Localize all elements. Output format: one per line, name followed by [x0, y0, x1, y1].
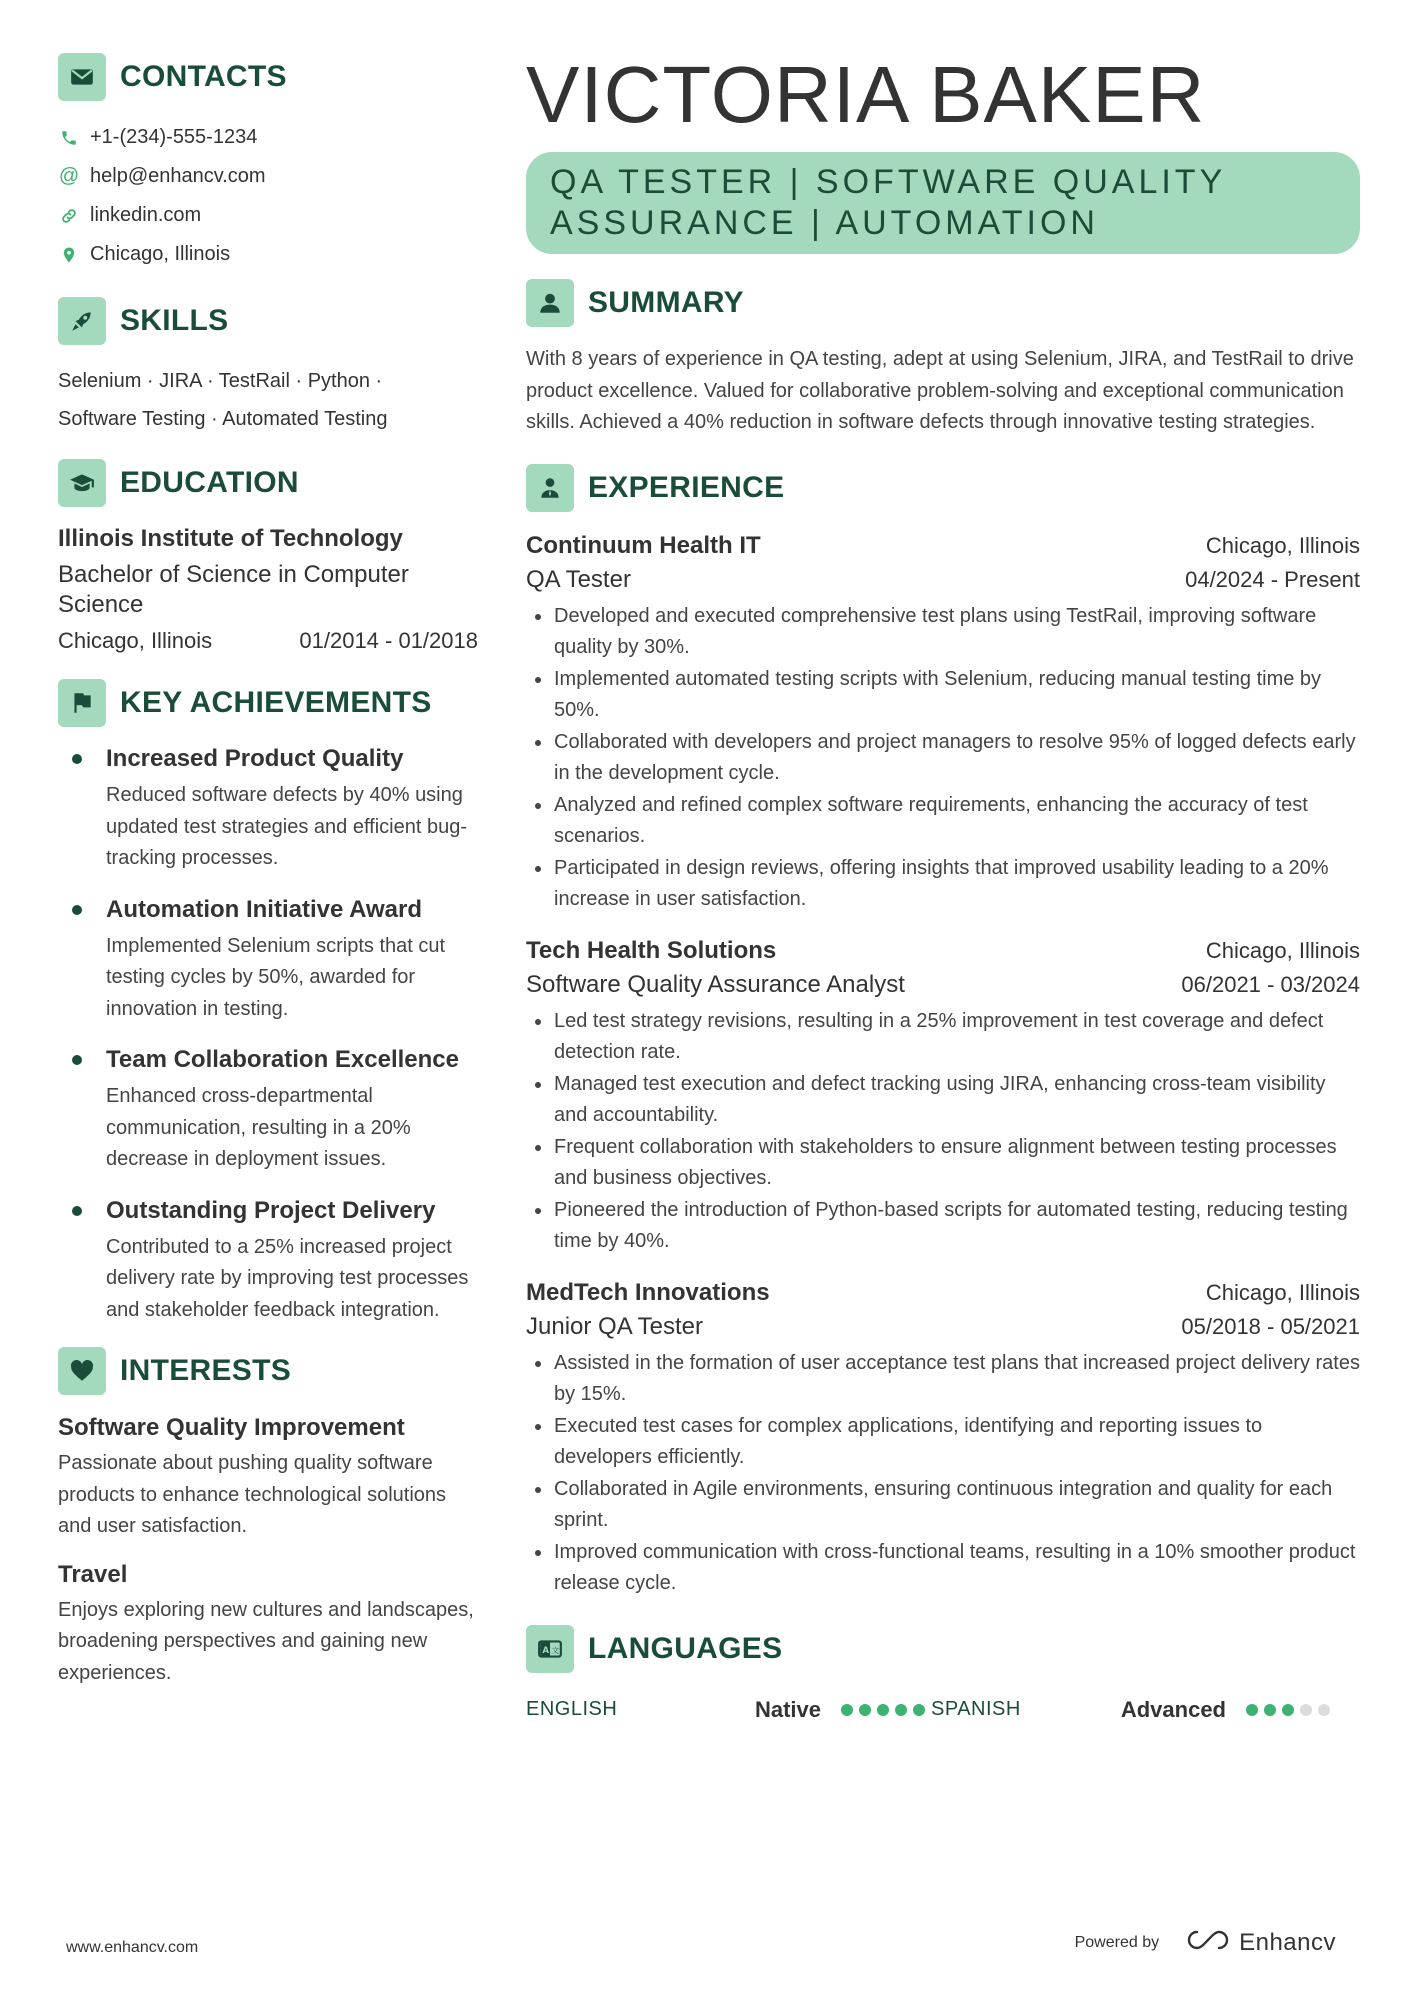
language-name: SPANISH: [931, 1698, 1021, 1720]
job-bullet: Assisted in the formation of user acceptance test plans that increased project delivery rates by 15%.: [526, 1348, 1360, 1411]
education-location: Chicago, Illinois: [58, 628, 213, 653]
languages-title: LANGUAGES: [588, 1631, 783, 1665]
achievement-title: Team Collaboration Excellence: [106, 1046, 460, 1073]
job-location: Chicago, Illinois: [1205, 937, 1360, 963]
job-bullet: Frequent collaboration with stakeholders to ensure alignment between testing processes and business objectives.: [526, 1132, 1360, 1195]
achievement-desc: Reduced software defects by 40% using updated test strategies and efficient bug-tracking processes.: [106, 784, 467, 869]
rating-dot-filled: [1246, 1704, 1258, 1716]
job-bullets: [526, 1348, 1360, 1600]
language-item: [526, 1697, 931, 1723]
candidate-name: VICTORIA BAKER: [526, 50, 1206, 139]
education-degree: Bachelor of Science in Computer Science: [58, 561, 409, 618]
contact-phone: [58, 118, 478, 157]
achievement-item: [58, 744, 478, 875]
heart-icon: [58, 1347, 106, 1395]
job-dates: 04/2024 - Present: [1185, 566, 1360, 592]
title-banner: [526, 152, 1360, 254]
job-bullet: Collaborated in Agile environments, ensuring continuous integration and quality for each sprint.: [526, 1474, 1360, 1537]
job-location: Chicago, Illinois: [1205, 532, 1360, 558]
summary-heading-row: [526, 278, 1360, 328]
education-school: Illinois Institute of Technology: [58, 525, 403, 552]
location-text: Chicago, Illinois: [90, 243, 231, 265]
job-bullet: Analyzed and refined complex software requirements, enhancing the accuracy of test scenarios.: [526, 790, 1360, 853]
summary-title: SUMMARY: [588, 286, 744, 319]
achievement-title: Automation Initiative Award: [106, 895, 423, 923]
achievement-title: Increased Product Quality: [106, 745, 404, 772]
language-item: [931, 1697, 1336, 1723]
link-icon: [58, 207, 80, 225]
experience-heading-row: [526, 463, 1360, 513]
job-role: QA Tester: [526, 565, 631, 593]
job-company: MedTech Innovations: [526, 1278, 770, 1306]
user-icon: [526, 279, 574, 327]
achievements-list: [58, 744, 478, 1326]
job-header: [526, 934, 1360, 968]
job-header: [526, 1276, 1360, 1310]
skills-list: [58, 362, 478, 438]
at-sign-icon: @: [58, 165, 80, 187]
job-header: [526, 529, 1360, 563]
interests-heading-row: [58, 1346, 478, 1396]
job-company: Continuum Health IT: [526, 531, 761, 559]
rating-dot-filled: [877, 1704, 889, 1716]
contacts-heading-row: [58, 52, 478, 102]
achievement-desc: Contributed to a 25% increased project delivery rate by improving test processes and stakeholder feedback integration.: [106, 1235, 469, 1321]
map-pin-icon: [58, 246, 80, 264]
job-entry: [526, 529, 1360, 916]
job-bullet: Led test strategy revisions, resulting in a 25% improvement in test coverage and defect detection rate.: [526, 1006, 1360, 1069]
interest-desc: Passionate about pushing quality software products to enhance technological solutions and user satisfaction.: [58, 1452, 447, 1537]
language-level: Native: [754, 1696, 821, 1722]
job-subheader: [526, 1310, 1360, 1344]
rocket-icon: [58, 297, 106, 345]
job-bullet: Pioneered the introduction of Python-based scripts for automated testing, reducing testing time by 40%.: [526, 1195, 1360, 1258]
phone-icon: [58, 129, 80, 147]
contact-location: [58, 235, 478, 274]
job-dates: 05/2018 - 05/2021: [1181, 1313, 1360, 1339]
rating-dot-empty: [1300, 1704, 1312, 1716]
flag-icon: [58, 679, 106, 727]
rating-dot-filled: [859, 1704, 871, 1716]
language-level: Advanced: [1120, 1696, 1226, 1722]
email-link[interactable]: help@enhancv.com: [90, 165, 266, 187]
bullet-dot: [72, 754, 82, 764]
language-rating: [1246, 1704, 1336, 1716]
job-entry: [526, 934, 1360, 1258]
interest-title: Travel: [58, 1560, 128, 1588]
experience-title: EXPERIENCE: [588, 470, 785, 504]
linkedin-link[interactable]: linkedin.com: [90, 204, 202, 226]
skills-title: SKILLS: [120, 304, 229, 337]
footer-website[interactable]: www.enhancv.com: [66, 1939, 199, 1956]
contact-linkedin: [58, 196, 478, 235]
title-line-1: QA TESTER | SOFTWARE QUALITY: [550, 163, 1227, 201]
job-subheader: [526, 968, 1360, 1002]
job-bullet: Implemented automated testing scripts with Selenium, reducing manual testing time by 50%.: [526, 664, 1360, 727]
job-role: Junior QA Tester: [526, 1312, 703, 1340]
achievement-desc: Implemented Selenium scripts that cut testing cycles by 50%, awarded for innovation in testing.: [106, 934, 446, 1020]
achievement-desc: Enhanced cross-departmental communication, resulting in a 20% decrease in deployment issues.: [106, 1085, 411, 1170]
rating-dot-filled: [895, 1704, 907, 1716]
svg-text:A: A: [542, 1645, 550, 1656]
achievements-heading-row: [58, 678, 478, 728]
job-bullets: [526, 601, 1360, 916]
education-meta: [58, 628, 478, 654]
rating-dot-filled: [913, 1704, 925, 1716]
interests-list: [58, 1412, 478, 1689]
enhancv-logo-icon: [1185, 1928, 1231, 1957]
job-location: Chicago, Illinois: [1205, 1279, 1360, 1305]
job-entry: [526, 1276, 1360, 1600]
right-column: [526, 50, 1360, 1730]
rating-dot-filled: [1282, 1704, 1294, 1716]
language-rating: [841, 1704, 931, 1716]
achievement-item: [58, 1045, 478, 1176]
interests-title: INTERESTS: [120, 1354, 292, 1387]
contacts-title: CONTACTS: [120, 60, 287, 93]
left-column: [58, 52, 478, 1705]
skills-line-2: Software Testing · Automated Testing: [58, 408, 388, 430]
interest-desc: Enjoys exploring new cultures and landscapes, broadening perspectives and gaining new experiences.: [58, 1598, 474, 1684]
rating-dot-filled: [841, 1704, 853, 1716]
job-bullet: Participated in design reviews, offering insights that improved usability leading to a 20% increase in user satisfaction.: [526, 853, 1360, 916]
svg-text:文: 文: [551, 1645, 560, 1655]
bullet-dot: [72, 1055, 82, 1065]
achievements-title: KEY ACHIEVEMENTS: [120, 686, 432, 719]
rating-dot-empty: [1318, 1704, 1330, 1716]
job-subheader: [526, 563, 1360, 597]
achievement-item: [58, 895, 478, 1026]
education-dates: 01/2014 - 01/2018: [299, 628, 478, 653]
achievement-title: Outstanding Project Delivery: [106, 1196, 436, 1224]
job-bullet: Executed test cases for complex applications, identifying and reporting issues to developers efficiently.: [526, 1411, 1360, 1474]
skills-heading-row: [58, 296, 478, 346]
job-company: Tech Health Solutions: [526, 936, 777, 964]
job-role: Software Quality Assurance Analyst: [526, 970, 905, 998]
job-dates: 06/2021 - 03/2024: [1181, 971, 1360, 997]
bullet-dot: [72, 1206, 82, 1216]
languages-list: [526, 1690, 1360, 1730]
job-bullet: Developed and executed comprehensive test plans using TestRail, improving software quality by 30%.: [526, 601, 1360, 664]
contact-email: [58, 157, 478, 196]
title-line-2: ASSURANCE | AUTOMATION: [550, 204, 1099, 242]
education-title: EDUCATION: [120, 466, 299, 499]
job-bullet: Improved communication with cross-functional teams, resulting in a 10% smoother product release cycle.: [526, 1537, 1360, 1600]
bullet-dot: [72, 905, 82, 915]
achievement-item: [58, 1196, 478, 1327]
briefcase-user-icon: [526, 464, 574, 512]
footer-branding: [1075, 1928, 1336, 1957]
envelope-icon: [58, 53, 106, 101]
brand-name[interactable]: Enhancv: [1239, 1928, 1336, 1956]
powered-by-label: Powered by: [1074, 1933, 1160, 1951]
translate-icon: [526, 1625, 574, 1673]
summary-text: With 8 years of experience in QA testing, adept at using Selenium, JIRA, and TestRail to drive product excellence. Valued for collaborative problem-solving and exceptional communication skills. Achieved a 40% reduction in software defects through innovative testing strategies.: [526, 348, 1354, 433]
rating-dot-filled: [1264, 1704, 1276, 1716]
job-bullet: Collaborated with developers and project managers to resolve 95% of logged defects early in the development cycle.: [526, 727, 1360, 790]
graduation-cap-icon: [58, 459, 106, 507]
languages-heading-row: [526, 1624, 1360, 1674]
language-name: ENGLISH: [526, 1698, 618, 1720]
phone-number[interactable]: +1-(234)-555-1234: [90, 126, 258, 148]
interest-title: Software Quality Improvement: [58, 1414, 405, 1441]
education-heading-row: [58, 458, 478, 508]
job-bullet: Managed test execution and defect tracking using JIRA, enhancing cross-team visibility and accountability.: [526, 1069, 1360, 1132]
skills-line-1: Selenium · JIRA · TestRail · Python ·: [58, 370, 383, 392]
job-bullets: [526, 1006, 1360, 1258]
